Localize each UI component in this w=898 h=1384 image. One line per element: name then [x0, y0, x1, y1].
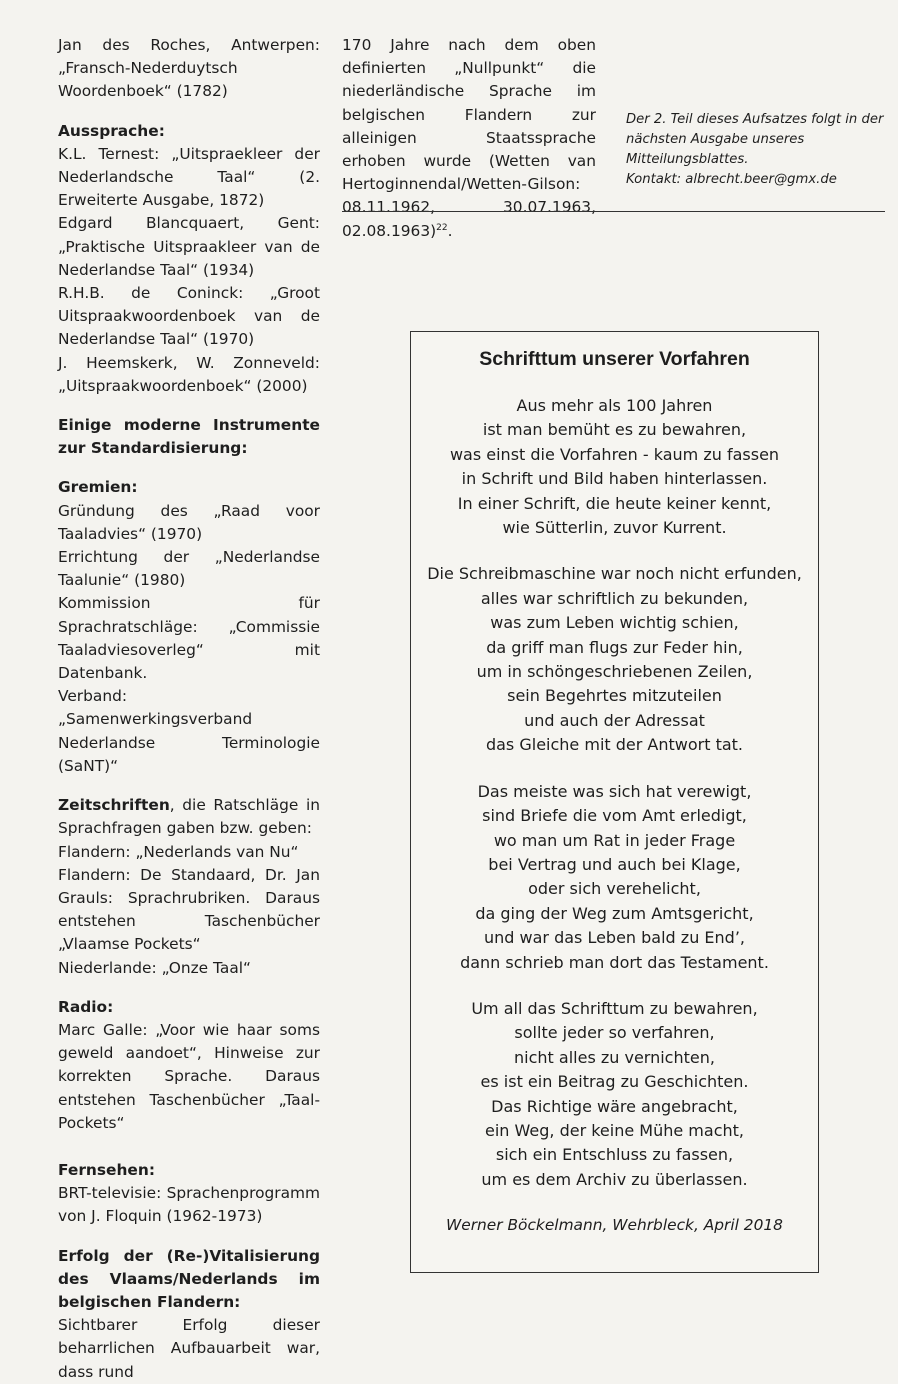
poem-line: bei Vertrag und auch bei Klage, — [488, 854, 741, 874]
gremien-entry: Gründung des „Raad voor Taaladvies“ (1970) — [58, 501, 320, 543]
poem-line: nicht alles zu vernichten, — [514, 1047, 715, 1067]
zeitschriften-entry: Flandern: De Standaard, Dr. Jan Grauls: Sprachrubriken. Daraus entstehen Taschenbücher „Vlaamse Pockets“ — [58, 865, 320, 954]
aussprache-heading: Aussprache: — [58, 121, 165, 140]
poem-box — [410, 331, 819, 1273]
poem-line: ein Weg, der keine Mühe macht, — [485, 1120, 744, 1140]
poem-stanza — [411, 562, 818, 757]
erfolg-heading: Erfolg der (Re-)Vitalisierung des Vlaams/Nederlands im belgischen Flandern: — [58, 1246, 320, 1311]
poem-line: alles war schriftlich zu bekunden, — [480, 588, 749, 608]
poem-stanza — [411, 997, 818, 1192]
poem-line: um es dem Archiv zu überlassen. — [481, 1169, 748, 1189]
gremien-heading: Gremien: — [58, 478, 138, 497]
middle-text: 170 Jahre nach dem oben definierten „Nullpunkt“ die niederländische Sprache im belgischen Flandern zur alleinigen Staatssprache erhoben wurde (Wetten van Hertoginnendal/Wetten-Gilson: 08.11.1962, 30.07.1963, 02.08.1963) — [342, 36, 596, 240]
aussprache-entry: R.H.B. de Coninck: „Groot Uitspraakwoordenboek van de Nederlandse Taal“ (1970) — [58, 284, 320, 349]
aussprache-entry: J. Heemskerk, W. Zonneveld: „Uitspraakwoordenboek“ (2000) — [58, 353, 320, 395]
poem-stanza — [411, 780, 818, 975]
poem-line: da ging der Weg zum Amtsgericht, — [475, 903, 754, 923]
poem-line: wo man um Rat in jeder Frage — [493, 830, 736, 850]
poem-line: und war das Leben bald zu End’, — [483, 928, 745, 948]
poem-line: sich ein Entschluss zu fassen, — [495, 1145, 734, 1165]
radio-entry: Marc Galle: „Voor wie haar soms geweld aandoet“, Hinweise zur korrekten Sprache. Daraus entstehen Taschenbücher „Taal-Pockets“ — [58, 1020, 320, 1132]
poem-line: Aus mehr als 100 Jahren — [516, 396, 713, 415]
poem-line: In einer Schrift, die heute keiner kennt, — [457, 493, 772, 513]
poem-line: das Gleiche mit der Antwort tat. — [485, 735, 744, 755]
poem-stanza — [411, 394, 818, 540]
gremien-entry: Errichtung der „Nederlandse Taalunie“ (1980) — [58, 548, 320, 590]
poem-line: oder sich verehelicht, — [528, 879, 701, 899]
poem-line: sein Begehrtes mitzuteilen — [507, 686, 722, 706]
left-column — [58, 34, 320, 1384]
aussprache-entry: K.L. Ternest: „Uitspraekleer der Nederlandsche Taal“ (2. Erweiterte Ausgabe, 1872) — [58, 144, 320, 210]
poem-line: was zum Leben wichtig schien, — [490, 613, 739, 633]
poem-line: sind Briefe die vom Amt erledigt, — [482, 806, 747, 826]
poem-line: Das meiste was sich hat verewigt, — [477, 781, 752, 801]
intro-entry: Jan des Roches, Antwerpen: „Fransch-Nederduytsch Woordenboek“ (1782) — [58, 36, 320, 101]
instrumente-heading: Einige moderne Instrumente zur Standardisierung: — [58, 416, 320, 458]
zeitschriften-intro — [58, 794, 320, 840]
footnote-ref: 22 — [436, 222, 448, 233]
divider-rule — [342, 211, 885, 212]
zeitschriften-entry: Niederlande: „Onze Taal“ — [58, 958, 252, 977]
note-contact: Kontakt: albrecht.beer@gmx.de — [626, 172, 837, 187]
fernsehen-heading: Fernsehen: — [58, 1160, 155, 1179]
poem-line: um in schöngeschriebenen Zeilen, — [476, 662, 753, 682]
poem-line: in Schrift und Bild haben hinterlassen. — [461, 469, 768, 489]
gremien-entry: Verband: „Samenwerkingsverband Nederlandse Terminologie (SaNT)“ — [58, 687, 320, 775]
poem-line: da griff man flugs zur Feder hin, — [486, 637, 743, 657]
erfolg-entry: Sichtbarer Erfolg dieser beharrlichen Aufbauarbeit war, dass rund — [58, 1316, 320, 1381]
poem-line: und auch der Adressat — [524, 710, 705, 730]
zeitschriften-entry: Flandern: „Nederlands van Nu“ — [58, 842, 299, 861]
aussprache-entry: Edgard Blancquaert, Gent: „Praktische Uitspraakleer van de Nederlandse Taal“ (1934) — [58, 214, 320, 279]
poem-line: Um all das Schrifttum zu bewahren, — [471, 998, 758, 1018]
poem-line: ist man bemüht es zu bewahren, — [482, 420, 747, 440]
gremien-entry: Kommission für Sprachratschläge: „Commissie Taaladviesoverleg“ mit Datenbank. — [58, 594, 320, 683]
poem-line: Das Richtige wäre angebracht, — [491, 1096, 738, 1116]
poem-line: sollte jeder so verfahren, — [514, 1023, 715, 1043]
middle-text-end: . — [447, 221, 453, 240]
zeitschriften-heading: Zeitschriften — [58, 796, 170, 815]
continuation-note — [626, 110, 888, 190]
poem-title: Schrifttum unserer Vorfahren — [479, 348, 750, 370]
poem-signature: Werner Böckelmann, Wehrbleck, April 2018 — [446, 1216, 783, 1235]
poem-line: dann schrieb man dort das Testament. — [460, 952, 769, 972]
poem-line: es ist ein Beitrag zu Geschichten. — [480, 1072, 749, 1092]
note-continuation: Der 2. Teil dieses Aufsatzes folgt in der nächsten Ausgabe unseres Mitteilungsblattes. — [626, 112, 884, 167]
poem-line: wie Sütterlin, zuvor Kurrent. — [502, 518, 727, 538]
poem-line: was einst die Vorfahren - kaum zu fassen — [449, 444, 780, 464]
radio-heading: Radio: — [58, 997, 114, 1016]
fernsehen-entry: BRT-televisie: Sprachenprogramm von J. Floquin (1962-1973) — [58, 1184, 320, 1226]
zeitschriften-heading-rest: , die Ratschläge in Sprachfragen gaben bzw. geben: — [58, 796, 320, 838]
poem-line: Die Schreibmaschine war noch nicht erfunden, — [427, 564, 802, 584]
